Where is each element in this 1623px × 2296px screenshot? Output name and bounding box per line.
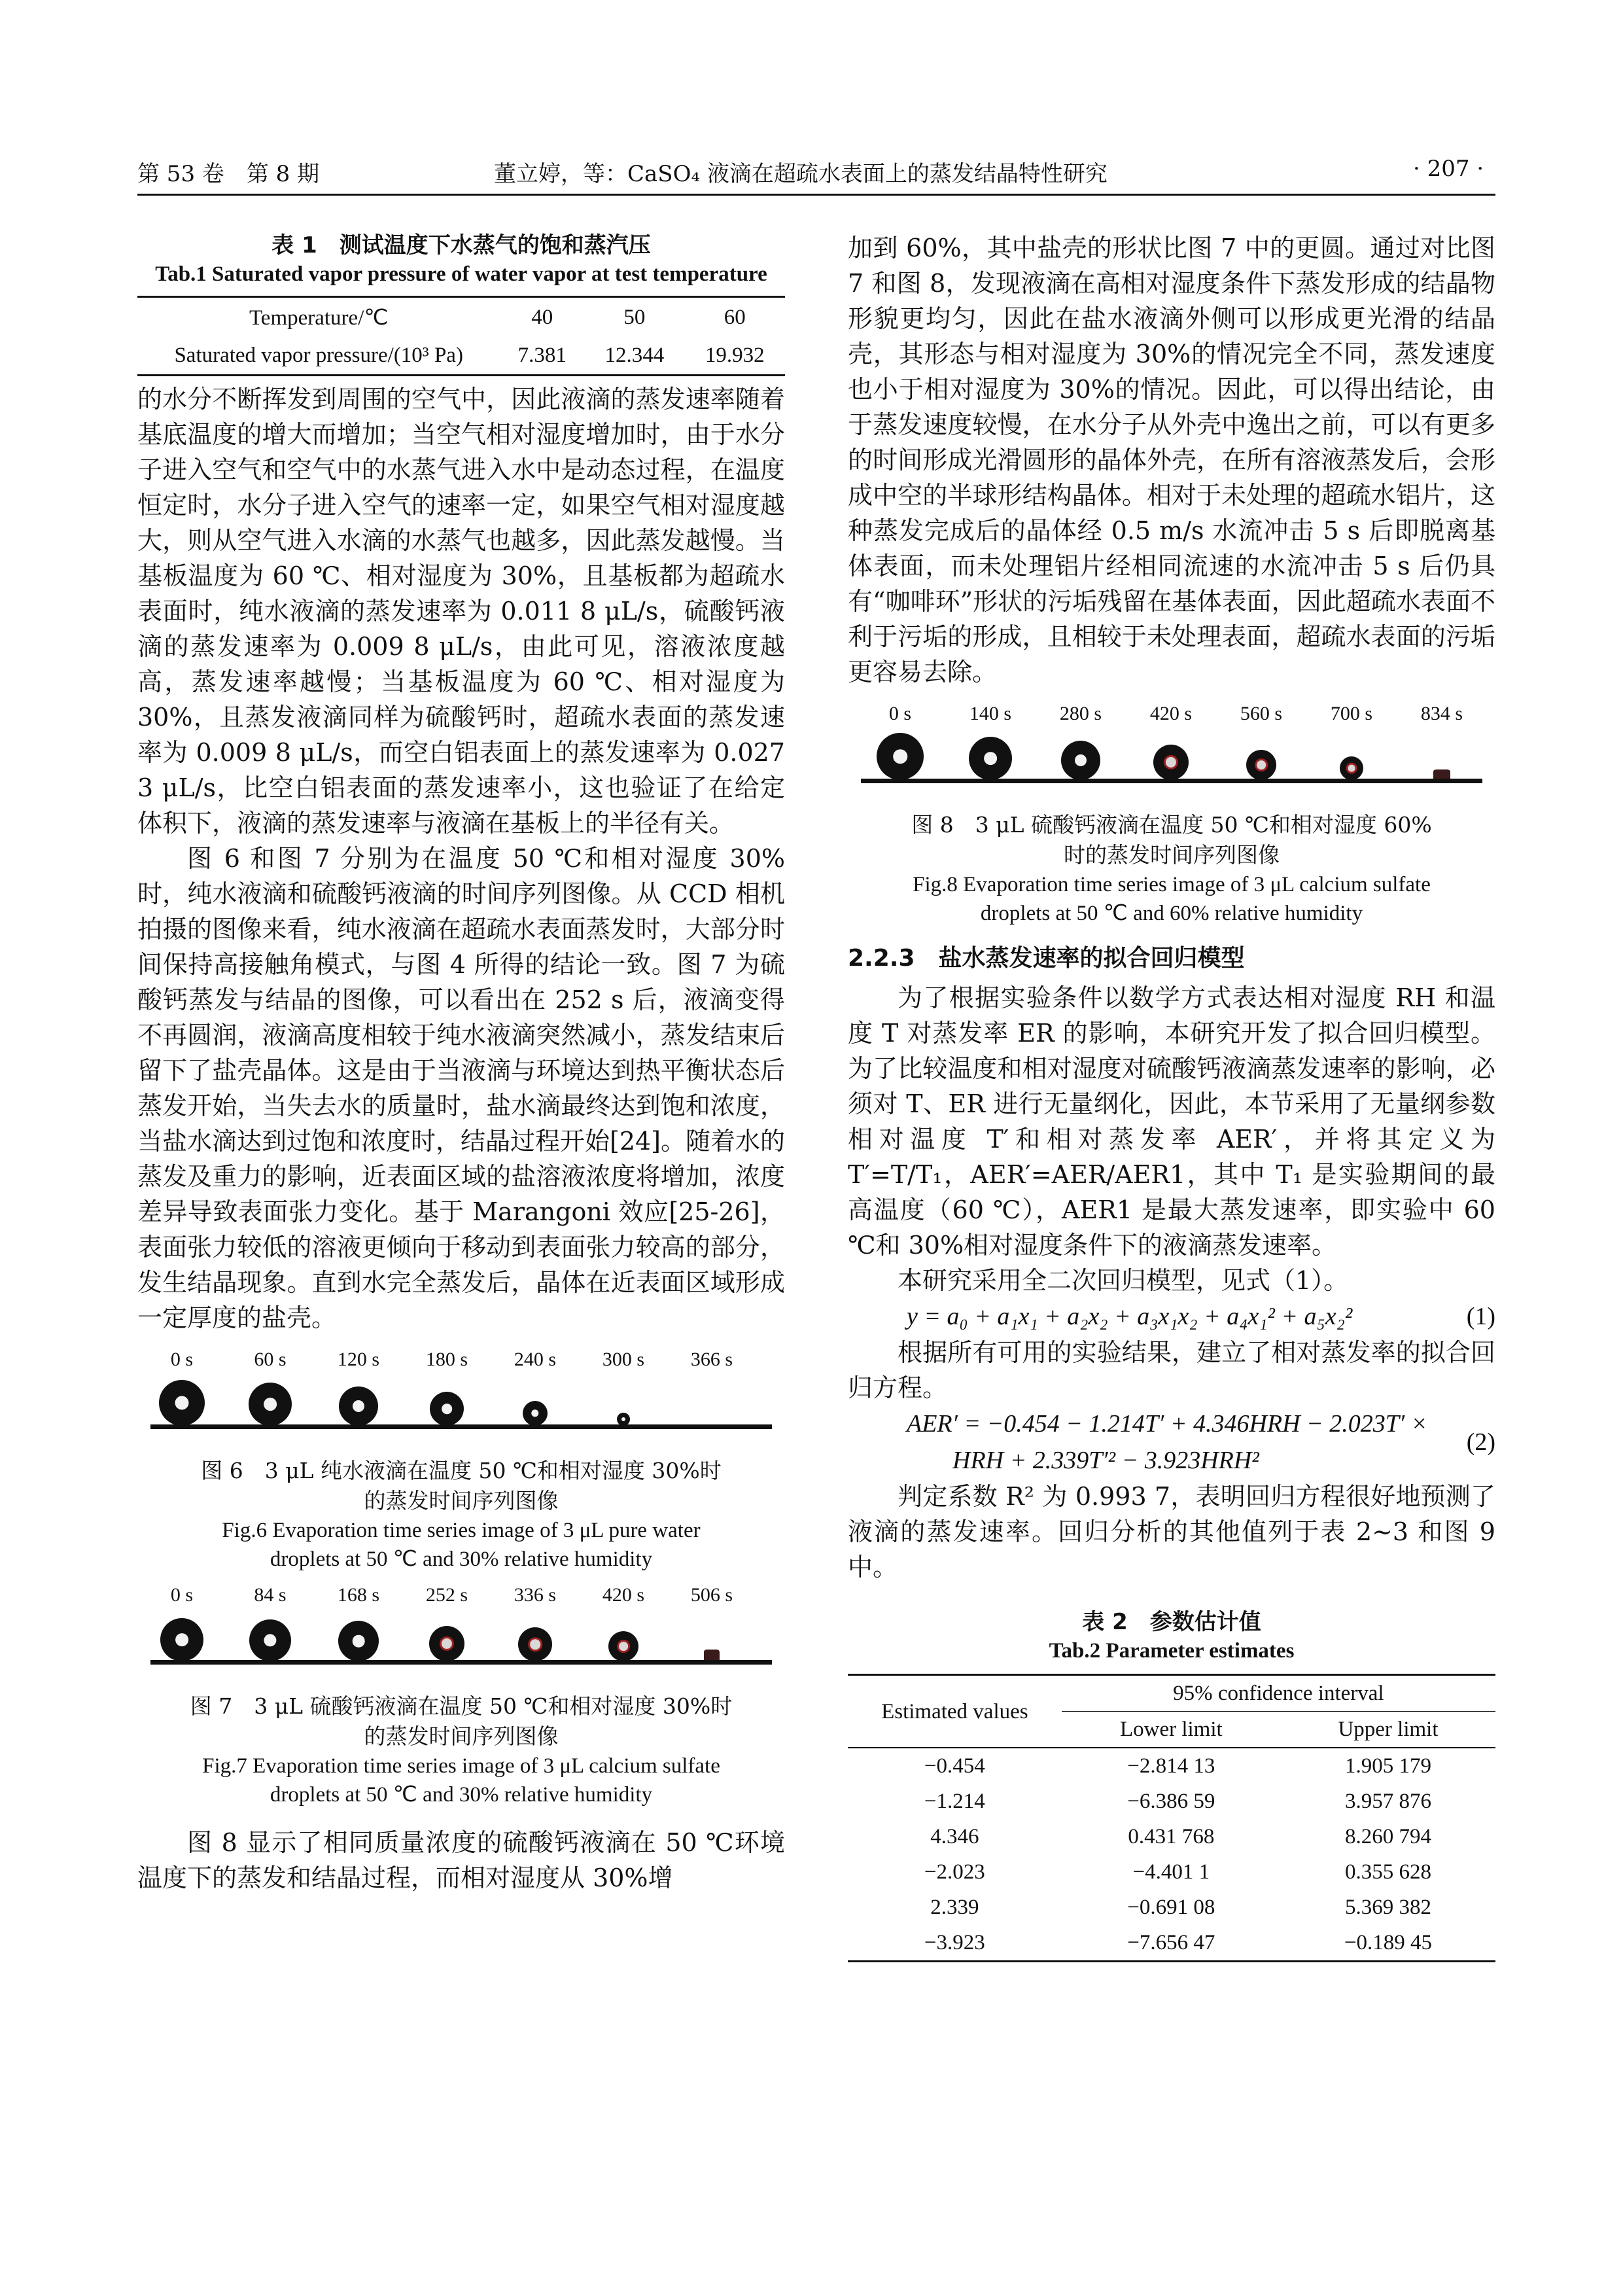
fig8-time-label: 280 s (1059, 703, 1102, 724)
fig8-caption-cn (848, 810, 1495, 870)
equation-number: (2) (1466, 1428, 1495, 1456)
table-header-cell: Lower limit (1062, 1712, 1281, 1748)
table-row (137, 297, 785, 338)
droplet (338, 1621, 379, 1661)
fig7-image (137, 1584, 785, 1682)
equation-2 (848, 1405, 1495, 1479)
table1-grid (137, 296, 785, 376)
equation-text: AER′ = −0.454 − 1.214T′ + 4.346HRH − 2.023T′ × (907, 1410, 1428, 1438)
caption-line: 的蒸发时间序列图像 (364, 1488, 559, 1513)
table-cell: 12.344 (584, 337, 684, 376)
fig6-time-label: 240 s (514, 1349, 557, 1370)
paragraph: 本研究采用全二次回归模型，见式（1）。 (898, 1266, 1349, 1295)
table-cell: 0.355 628 (1344, 1860, 1431, 1884)
running-header-left: 第 53 卷 第 8 期 (137, 161, 320, 187)
droplet (877, 733, 924, 780)
fig7-caption-cn (137, 1691, 785, 1752)
section-heading: 2.2.3 盐水蒸发速率的拟合回归模型 (848, 945, 1245, 972)
droplet (159, 1380, 205, 1426)
table-cell: 7.381 (500, 337, 584, 376)
table-row (848, 1819, 1495, 1854)
table-header-cell: Upper limit (1281, 1712, 1495, 1748)
paragraph: 的水分不断挥发到周围的空气中，因此液滴的蒸发速率随着基底温度的增大而增加；当空气相对湿度增加时，由于水分子进入空气和空气中的水蒸气进入水中是动态过程，在温度恒定时，水分子进入空气的速率一定，如果空气相对湿度越大，则从空气进入水滴的水蒸气也越多，因此蒸发越慢。当基板温度为 60 ℃、相对湿度为 30%，且基板都为超疏水表面时，纯水液滴的蒸发速率为 0.011 8 μL/s，硫酸钙液滴的蒸发速率为 0.009 8 μL/s，由此可见，溶液浓度越高，蒸发速率越慢；当基板温度为 60 ℃、相对湿度为 30%，且蒸发液滴同样为硫酸钙时，超疏水表面的蒸发速率为 0.009 8 μL/s，而空白铝表面上的蒸发速率为 0.027 3 μL/s，比空白铝表面的蒸发速率小，这也验证了在给定体积下，液滴的蒸发速率与液滴在基板上的半径有关。 (137, 385, 785, 838)
table-cell: −3.923 (848, 1925, 1062, 1962)
left-column (137, 230, 785, 1896)
table-cell: −0.454 (924, 1754, 985, 1778)
table2 (848, 1607, 1495, 1962)
caption-line: Fig.6 Evaporation time series image of 3 μL pure water (222, 1519, 701, 1542)
fig7-time-label: 506 s (690, 1584, 733, 1606)
table2-caption-en: Tab.2 Parameter estimates (1049, 1639, 1295, 1663)
droplet (617, 1413, 630, 1426)
caption-line: droplets at 50 ℃ and 60% relative humidity (980, 902, 1363, 925)
fig6-time-label: 60 s (254, 1349, 287, 1370)
substrate (150, 1424, 772, 1429)
fig7-time-label: 336 s (514, 1584, 557, 1606)
table1-caption-cn: 表 1 测试温度下水蒸气的饱和蒸汽压 (271, 232, 651, 258)
fig7-time-label: 252 s (425, 1584, 468, 1606)
paragraph: 判定系数 R² 为 0.993 7，表明回归方程很好地预测了液滴的蒸发速率。回归分析的其他值列于表 2~3 和图 9 中。 (848, 1482, 1495, 1581)
droplet (430, 1392, 464, 1426)
droplet (1340, 756, 1363, 780)
table1-caption-en: Tab.1 Saturated vapor pressure of water vapor at test temperature (155, 262, 767, 286)
table-cell: −6.386 59 (1127, 1790, 1215, 1813)
table-cell: 40 (500, 297, 584, 338)
table-cell: 50 (584, 297, 684, 338)
fig8-time-label: 834 s (1420, 703, 1463, 724)
droplet (1061, 741, 1100, 780)
right-column (848, 230, 1495, 1962)
table-header-row (848, 1675, 1495, 1712)
page-number: · 207 · (1413, 156, 1484, 182)
table-row (848, 1784, 1495, 1819)
fig7-time-label: 84 s (254, 1584, 287, 1606)
table-cell: 19.932 (685, 337, 785, 376)
table-cell: 2.339 (930, 1896, 979, 1919)
table-cell: 4.346 (930, 1825, 979, 1848)
table-cell: 8.260 794 (1344, 1825, 1431, 1848)
table-cell: Temperature/℃ (137, 297, 500, 338)
fig8-time-label: 700 s (1330, 703, 1373, 724)
table-cell: 1.905 179 (1344, 1754, 1431, 1778)
fig6-time-label: 180 s (425, 1349, 468, 1370)
caption-line: 的蒸发时间序列图像 (364, 1723, 559, 1749)
equation-text: HRH + 2.339T′² − 3.923HRH² (952, 1447, 1259, 1474)
fig6-time-label: 0 s (170, 1349, 194, 1370)
table-row (848, 1748, 1495, 1784)
fig6-time-label: 120 s (337, 1349, 380, 1370)
table-cell: Saturated vapor pressure/(10³ Pa) (137, 337, 500, 376)
caption-line: 时的蒸发时间序列图像 (1064, 842, 1280, 868)
caption-line: droplets at 50 ℃ and 30% relative humidity (270, 1547, 653, 1571)
fig6-time-label: 366 s (690, 1349, 733, 1370)
table-cell: −0.691 08 (1127, 1896, 1215, 1919)
paragraph: 图 6 和图 7 分别为在温度 50 ℃和相对湿度 30%时，纯水液滴和硫酸钙液滴的时间序列图像。从 CCD 相机拍摄的图像来看，纯水液滴在超疏水表面蒸发时，大部分时间保持高接触角模式，与图 4 所得的结论一致。图 7 为硫酸钙蒸发与结晶的图像，可以看出在 252 s 后，液滴变得不再圆润，液滴高度相较于纯水液滴突然减小，蒸发结束后留下了盐壳晶体。这是由于当液滴与环境达到热平衡状态后蒸发开始，当失去水的质量时，盐水滴最终达到饱和浓度，当盐水滴达到过饱和浓度时，结晶过程开始[24]。随着水的蒸发及重力的影响，近表面区域的盐溶液浓度将增加，浓度差异导致表面张力变化。基于 Marangoni 效应[25-26]，表面张力较低的溶液更倾向于移动到表面张力较高的部分，发生结晶现象。直到水完全蒸发后，晶体在近表面区域形成一定厚度的盐壳。 (137, 844, 786, 1332)
droplet (339, 1386, 378, 1426)
substrate (861, 779, 1482, 783)
table-cell: −4.401 1 (1132, 1860, 1210, 1884)
table-cell: −1.214 (924, 1790, 985, 1813)
table-row (848, 1890, 1495, 1925)
table-header-cell: 95% confidence interval (1062, 1675, 1495, 1712)
fig8-time-label: 420 s (1149, 703, 1193, 724)
droplet (1246, 750, 1276, 780)
table-cell: −2.814 13 (1127, 1754, 1215, 1778)
paragraph: 图 8 显示了相同质量浓度的硫酸钙液滴在 50 ℃环境温度下的蒸发和结晶过程，而相对湿度从 30%增 (137, 1828, 785, 1892)
caption-line: Fig.7 Evaporation time series image of 3 μL calcium sulfate (202, 1754, 720, 1778)
equation-1 (848, 1298, 1495, 1335)
fig7-time-label: 420 s (602, 1584, 645, 1606)
fig7-time-label: 0 s (170, 1584, 194, 1606)
fig8-time-label: 140 s (969, 703, 1012, 724)
table-cell: 0.431 768 (1128, 1825, 1215, 1848)
fig6-caption-en (137, 1516, 785, 1574)
caption-line: 图 6 3 μL 纯水液滴在温度 50 ℃和相对湿度 30%时 (201, 1458, 722, 1483)
fig7-caption-en (137, 1752, 785, 1809)
running-header-title: 董立婷，等：CaSO₄ 液滴在超疏水表面上的蒸发结晶特性研究 (494, 161, 1108, 187)
table2-grid (848, 1674, 1495, 1962)
fig6-caption-cn (137, 1456, 785, 1516)
table-row (137, 337, 785, 376)
droplet (160, 1618, 203, 1661)
fig8-image (848, 703, 1495, 801)
fig6-image (137, 1349, 785, 1447)
droplet (429, 1626, 464, 1661)
fig6-time-label: 300 s (602, 1349, 645, 1370)
equation-number: (1) (1466, 1303, 1495, 1330)
substrate (150, 1660, 772, 1665)
droplet (969, 737, 1012, 780)
droplet (518, 1627, 552, 1661)
fig8-caption-en (848, 870, 1495, 928)
fig8-time-label: 560 s (1240, 703, 1283, 724)
equation-text: y = a₀ + a₁x₁ + a₂x₂ + a₃x₁x₂ + a₄x₁² + a₅x₂² (907, 1303, 1353, 1330)
table-cell: 5.369 382 (1344, 1896, 1431, 1919)
table-cell: 3.957 876 (1344, 1790, 1431, 1813)
table-cell: −7.656 47 (1062, 1925, 1281, 1962)
droplet (249, 1619, 291, 1661)
caption-line: Fig.8 Evaporation time series image of 3 μL calcium sulfate (913, 873, 1431, 896)
droplet (523, 1401, 548, 1426)
table-cell: −2.023 (924, 1860, 985, 1884)
table-cell: 60 (685, 297, 785, 338)
caption-line: 图 7 3 μL 硫酸钙液滴在温度 50 ℃和相对湿度 30%时 (190, 1693, 733, 1719)
fig8-time-label: 0 s (888, 703, 912, 724)
table1 (137, 230, 785, 376)
table2-caption-cn: 表 2 参数估计值 (1082, 1609, 1261, 1635)
paragraph: 根据所有可用的实验结果，建立了相对蒸发率的拟合回归方程。 (848, 1338, 1495, 1402)
header-rule (137, 194, 1495, 196)
table-cell: −0.189 45 (1281, 1925, 1495, 1962)
droplet (249, 1383, 292, 1426)
droplet (1153, 745, 1189, 780)
paragraph: 为了根据实验条件以数学方式表达相对湿度 RH 和温度 T 对蒸发率 ER 的影响，本研究开发了拟合回归模型。为了比较温度和相对湿度对硫酸钙液滴蒸发速率的影响，必须对 T、ER 进行无量纲化，因此，本节采用了无量纲参数相对温度 T′和相对蒸发率 AER′，并将其定义为 T′=T/T₁，AER′=AER/AER1，其中 T₁ 是实验期间的最高温度（60 ℃），AER1 是最大蒸发速率，即实验中 60 ℃和 30%相对湿度条件下的液滴蒸发速率。 (848, 983, 1495, 1260)
caption-line: 图 8 3 μL 硫酸钙液滴在温度 50 ℃和相对湿度 60% (911, 812, 1432, 838)
caption-line: droplets at 50 ℃ and 30% relative humidity (270, 1783, 653, 1807)
table-header-cell: Estimated values (848, 1675, 1062, 1748)
table-row (848, 1854, 1495, 1890)
table-row (848, 1925, 1495, 1962)
fig7-time-label: 168 s (337, 1584, 380, 1606)
droplet (608, 1631, 638, 1661)
paragraph: 加到 60%，其中盐壳的形状比图 7 中的更圆。通过对比图 7 和图 8，发现液滴在高相对湿度条件下蒸发形成的结晶物形貌更均匀，因此在盐水液滴外侧可以形成更光滑的结晶壳，其形态与相对湿度为 30%的情况完全不同，蒸发速度也小于相对湿度为 30%的情况。因此，可以得出结论，由于蒸发速度较慢，在水分子从外壳中逸出之前，可以有更多的时间形成光滑圆形的晶体外壳，在所有溶液蒸发后，会形成中空的半球形结构晶体。相对于未处理的超疏水铝片，这种蒸发完成后的晶体经 0.5 m/s 水流冲击 5 s 后即脱离基体表面，而未处理铝片经相同流速的水流冲击 5 s 后仍具有“咖啡环”形状的污垢残留在基体表面，因此超疏水表面不利于污垢的形成，且相较于未处理表面，超疏水表面的污垢更容易去除。 (848, 234, 1495, 686)
